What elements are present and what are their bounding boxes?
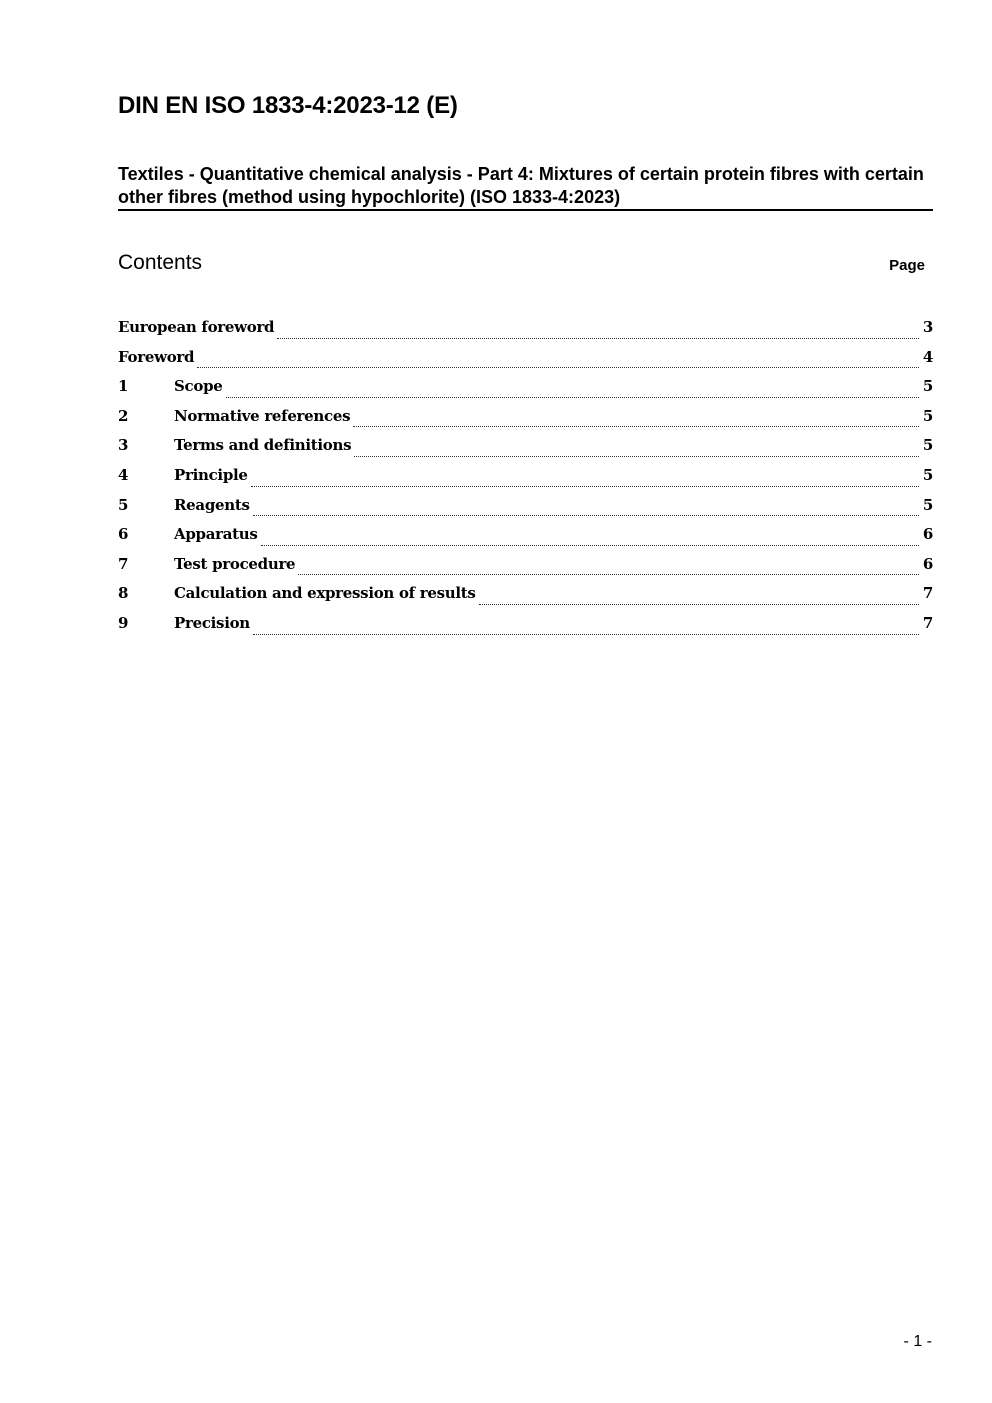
dot-leader	[479, 604, 919, 605]
toc-entry-label: European foreword	[118, 318, 275, 336]
dot-leader	[277, 338, 919, 339]
toc-entry-label: Calculation and expression of results	[174, 584, 476, 603]
toc-entry-label: Foreword	[118, 347, 195, 366]
toc-entry-foreword[interactable]	[118, 348, 933, 378]
document-title: DIN EN ISO 1833-4:2023-12 (E)	[118, 92, 458, 119]
toc-entry-page: 5	[922, 495, 933, 514]
toc-entry-terms-and-definitions[interactable]	[118, 436, 933, 466]
dot-leader	[354, 456, 919, 457]
toc-entry-label: Principle	[174, 465, 248, 484]
dot-leader	[197, 367, 919, 368]
toc-entry-number: 6	[118, 525, 129, 544]
toc-entry-number: 7	[118, 554, 129, 573]
toc-entry-precision[interactable]	[118, 614, 933, 644]
page-number: - 1 -	[903, 1333, 932, 1350]
toc-entry-number: 3	[118, 436, 129, 455]
toc-entry-page: 7	[922, 584, 933, 603]
toc-entry-page: 6	[922, 554, 933, 573]
toc-entry-label: Scope	[174, 377, 223, 396]
toc-entry-number: 1	[118, 377, 129, 396]
toc-entry-page: 5	[922, 406, 933, 425]
toc-entry-european-foreword[interactable]	[118, 318, 933, 348]
document-subtitle: Textiles - Quantitative chemical analysis - Part 4: Mixtures of certain protein fibres with certain other fibres (method using hypochlorite) (ISO 1833-4:2023)	[118, 163, 933, 211]
toc-entry-number: 5	[118, 495, 129, 514]
dot-leader	[251, 486, 919, 487]
toc-entry-label: Terms and definitions	[174, 436, 352, 455]
toc-entry-scope[interactable]	[118, 377, 933, 407]
toc-entry-page: 5	[922, 436, 933, 455]
toc-entry-calculation-and-expression-of-results[interactable]	[118, 584, 933, 614]
toc-entry-number: 9	[118, 613, 129, 632]
toc-entry-number: 2	[118, 406, 129, 425]
toc-entry-test-procedure[interactable]	[118, 555, 933, 585]
toc-entry-number: 8	[118, 584, 129, 603]
toc-entry-page: 5	[922, 377, 933, 396]
contents-heading: Contents	[118, 251, 203, 274]
toc-entry-principle[interactable]	[118, 466, 933, 496]
dot-leader	[261, 545, 919, 546]
toc-entry-label: Precision	[174, 613, 250, 632]
toc-entry-page: 6	[922, 525, 933, 544]
table-of-contents	[118, 318, 933, 644]
toc-entry-label: Reagents	[174, 495, 250, 514]
dot-leader	[253, 634, 919, 635]
toc-entry-normative-references[interactable]	[118, 407, 933, 437]
toc-entry-reagents[interactable]	[118, 496, 933, 526]
dot-leader	[253, 515, 919, 516]
page-column-label: Page	[889, 257, 925, 274]
toc-entry-page: 3	[922, 318, 933, 336]
toc-entry-label: Normative references	[174, 406, 351, 425]
toc-entry-page: 7	[922, 613, 933, 632]
dot-leader	[226, 397, 919, 398]
toc-entry-label: Test procedure	[174, 554, 296, 573]
toc-entry-number: 4	[118, 465, 129, 484]
toc-entry-apparatus[interactable]	[118, 525, 933, 555]
toc-entry-page: 4	[922, 347, 933, 366]
toc-entry-page: 5	[922, 465, 933, 484]
toc-entry-label: Apparatus	[174, 525, 258, 544]
dot-leader	[353, 426, 919, 427]
dot-leader	[298, 574, 919, 575]
